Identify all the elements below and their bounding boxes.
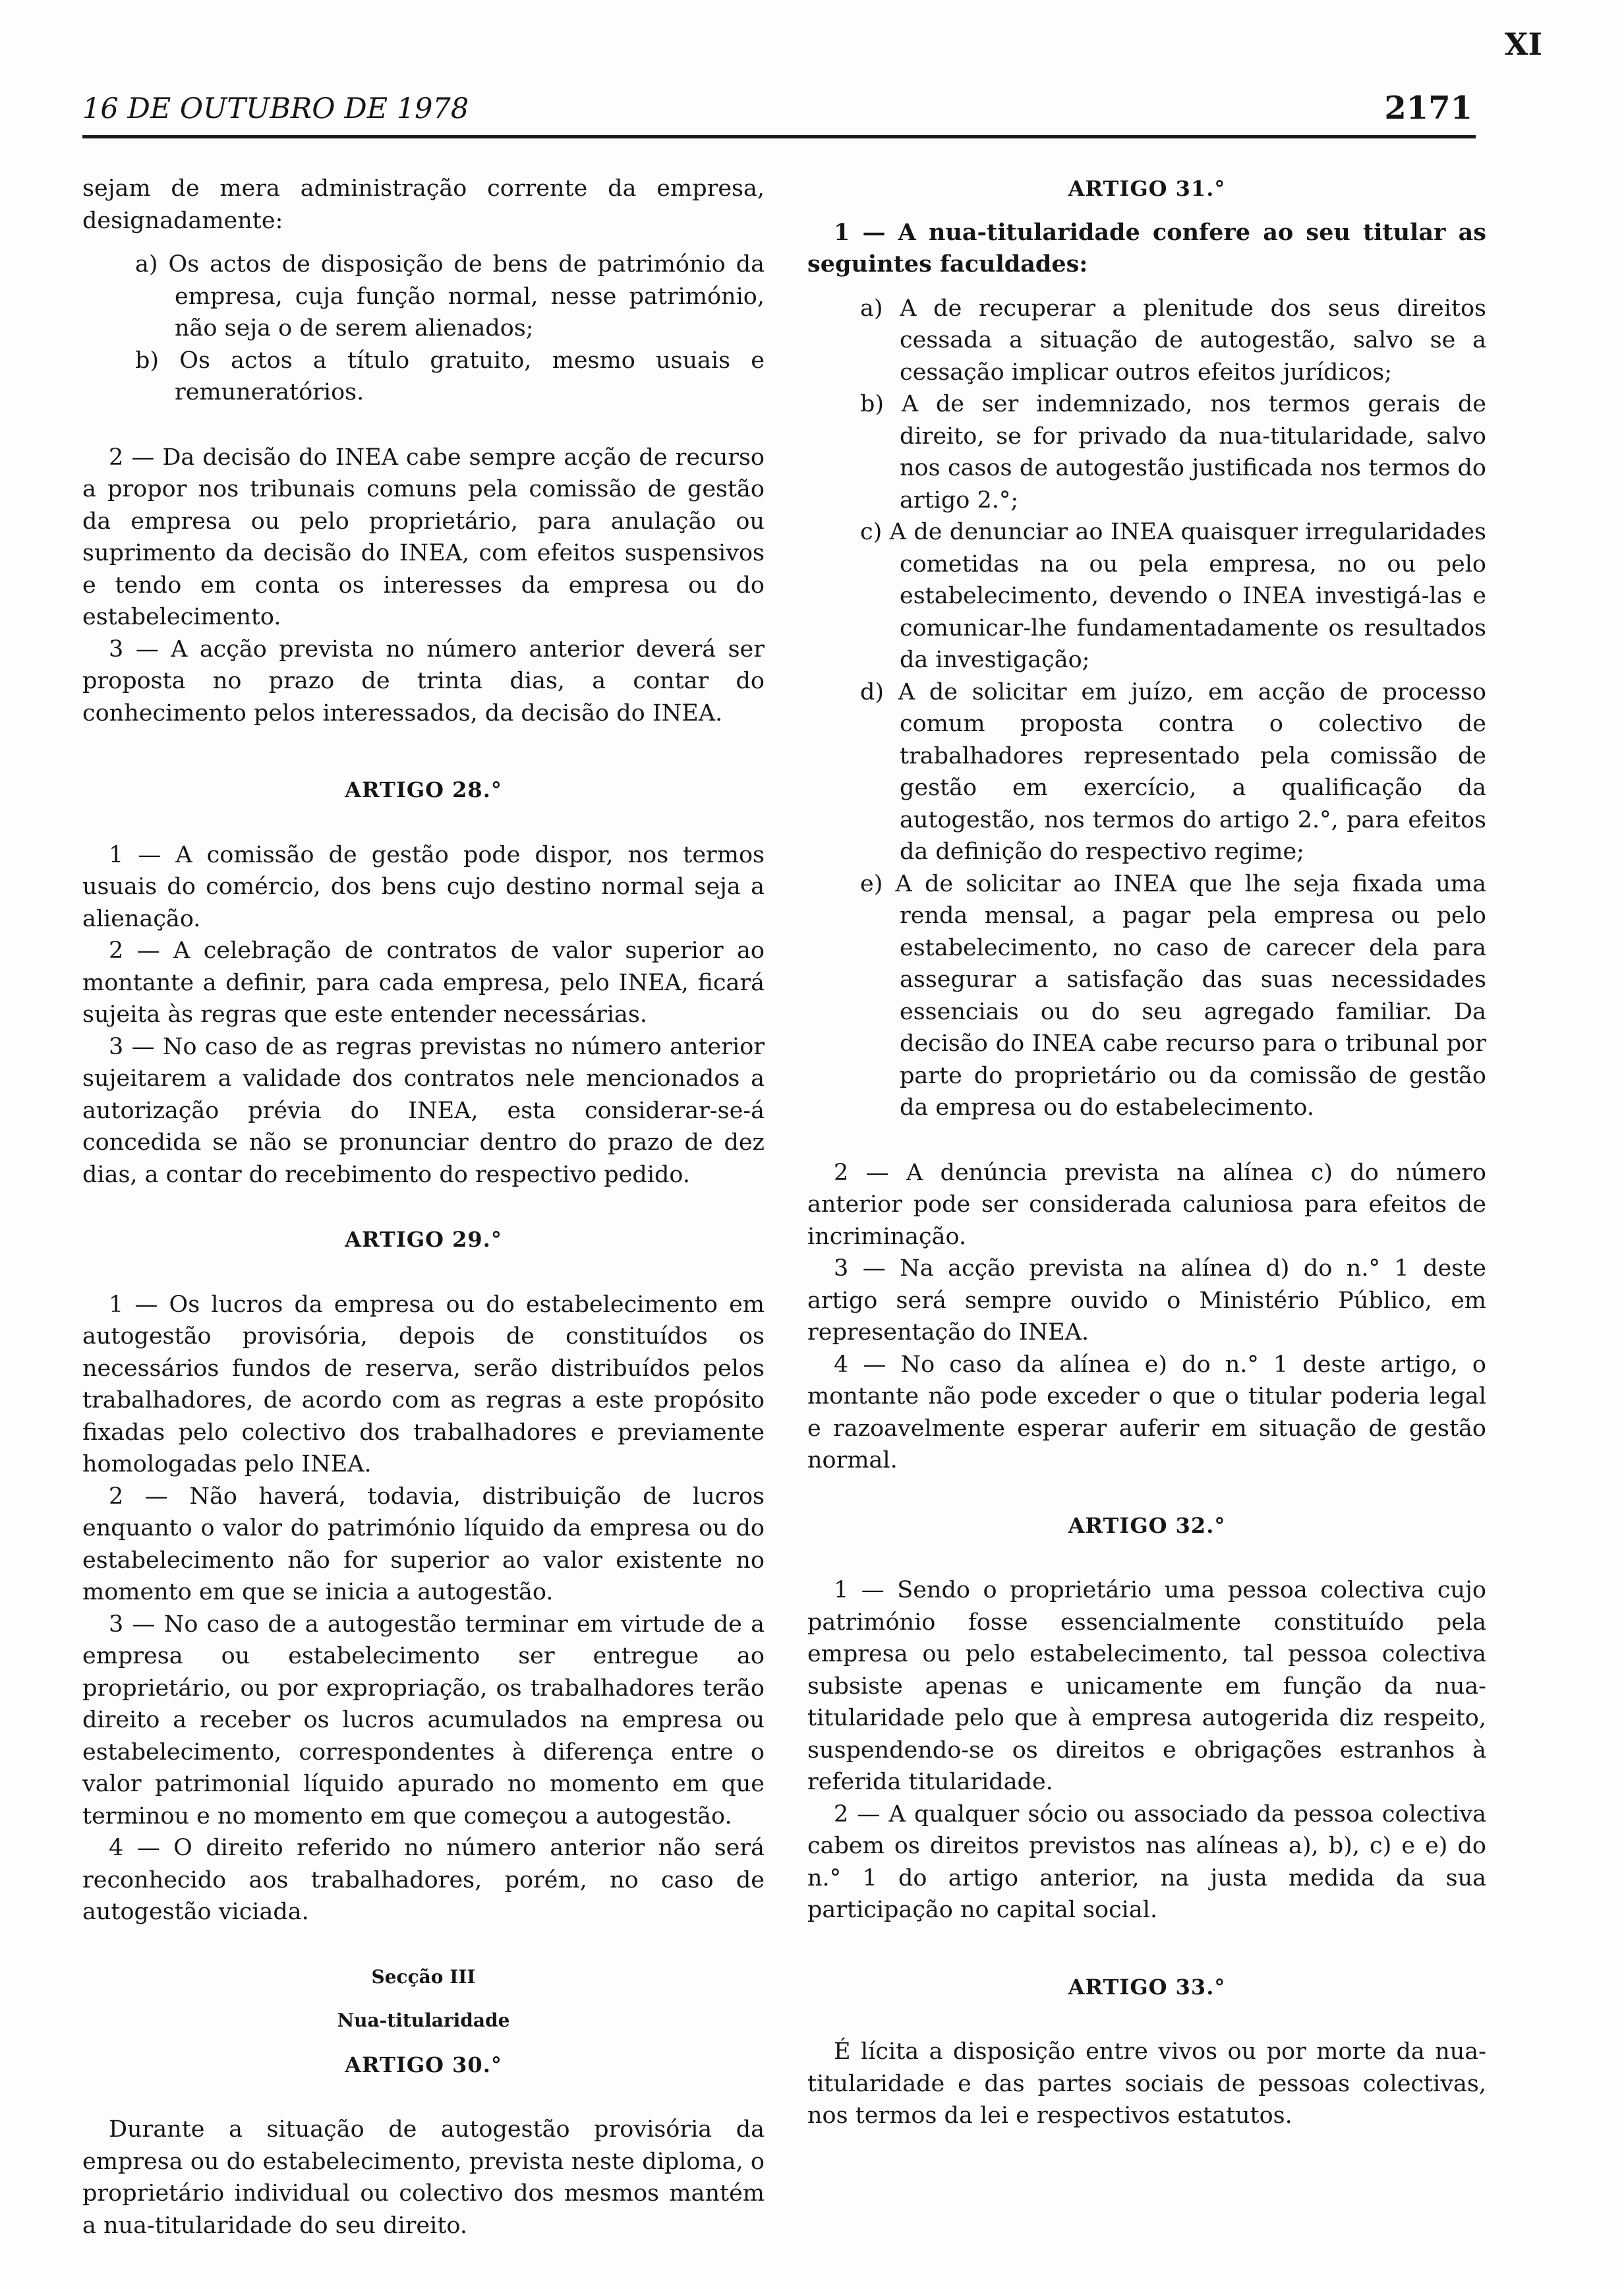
page-number: 2171 [1384, 90, 1472, 127]
article-31-para-4: 4 — No caso da alínea e) do n.° 1 deste artigo, o montante não pode exceder o que o titular poderia legal e razoavelmente esperar auferir em situação de gestão normal. [807, 1351, 1486, 1473]
header-date: 16 DE OUTUBRO DE 1978 [82, 92, 469, 125]
article-32-para-1: 1 — Sendo o proprietário uma pessoa colectiva cujo património fosse essencialmente constituído pela empresa ou pelo estabelecimento, tal pessoa colectiva subsiste apenas e unicamente em função da nua-titularidade pelo que à empresa autogerida diz respeito, suspendendo-se os direitos e obrigações estranhos à referida titularidade. [807, 1577, 1486, 1795]
article-28-para-2: 2 — A celebração de contratos de valor superior ao montante a definir, para cada empresa, pelo INEA, ficará sujeita às regras que este entender necessárias. [82, 937, 765, 1028]
article-31-item-c: c) A de denunciar ao INEA quaisquer irregularidades cometidas na ou pela empresa, no ou pelo estabelecimento, devendo o INEA investigá-las e comunicar-lhe fundamentadamente os resultados da investigação; [860, 519, 1486, 673]
right-column [807, 173, 1486, 2132]
article-28-para-1: 1 — A comissão de gestão pode dispor, nos termos usuais do comércio, dos bens cujo destino normal seja a alienação. [82, 841, 765, 932]
article-31-para-3: 3 — Na acção prevista na alínea d) do n.° 1 deste artigo será sempre ouvido o Ministério Público, em representação do INEA. [807, 1255, 1486, 1346]
article-30-heading: ARTIGO 30.° [345, 2052, 502, 2077]
article-31-item-a: a) A de recuperar a plenitude dos seus direitos cessada a situação de autogestão, salvo se a cessação implicar outros efeitos jurídicos; [860, 295, 1486, 386]
article-31-item-e: e) A de solicitar ao INEA que lhe seja fixada uma renda mensal, a pagar pela empresa ou pelo estabelecimento, no caso de carecer dela para assegurar a satisfação das suas necessidades essenciais ou do seu agregado familiar. Da decisão do INEA cabe recurso para o tribunal por parte do proprietário ou da comissão de gestão da empresa ou do estabelecimento. [860, 870, 1486, 1121]
article-31-heading: ARTIGO 31.° [1068, 176, 1226, 201]
article-31-item-b: b) A de ser indemnizado, nos termos gerais de direito, se for privado da nua-titularidade, salvo nos casos de autogestão justificada nos termos do artigo 2.°; [860, 391, 1486, 514]
article-29-para-3: 3 — No caso de a autogestão terminar em virtude de a empresa ou estabelecimento ser entregue ao proprietário, ou por expropriação, os trabalhadores terão direito a receber os lucros acumulados na empresa ou estabelecimento, correspondentes à diferença entre o valor patrimonial líquido apurado no momento em que terminou e no momento em que começou a autogestão. [82, 1611, 765, 1829]
article-31-intro: 1 — A nua-titularidade confere ao seu titular as seguintes faculdades: [807, 218, 1486, 278]
article-29-para-4: 4 — O direito referido no número anterior não será reconhecido aos trabalhadores, porém, no caso de autogestão viciada. [82, 1835, 765, 1925]
article-31-item-d: d) A de solicitar em juízo, em acção de processo comum proposta contra o colectivo de trabalhadores representado pela comissão de gestão em exercício, a qualificação da autogestão, nos termos do artigo 2.°, para efeitos da definição do respectivo regime; [860, 678, 1486, 865]
volume-mark: XI [1504, 26, 1542, 62]
list-item-a: a) Os actos de disposição de bens de património da empresa, cuja função normal, nesse património, não seja o de serem alienados; [135, 251, 765, 342]
article-31-para-2: 2 — A denúncia prevista na alínea c) do número anterior pode ser considerada caluniosa para efeitos de incriminação. [807, 1159, 1486, 1250]
section-subtitle: Nua-titularidade [337, 2009, 510, 2031]
section-title: Secção III [371, 1965, 476, 1988]
header-rule [82, 135, 1476, 138]
article-28-heading: ARTIGO 28.° [345, 777, 502, 802]
left-column [82, 173, 765, 2242]
article-28-para-3: 3 — No caso de as regras previstas no número anterior sujeitarem a validade dos contratos nele mencionados a autorização prévia do INEA, esta considerar-se-á concedida se não se pronunciar dentro do prazo de dez dias, a contar do recebimento do respectivo pedido. [82, 1033, 765, 1188]
article-30-text: Durante a situação de autogestão provisória da empresa ou do estabelecimento, prevista neste diploma, o proprietário individual ou colectivo dos mesmos mantém a nua-titularidade do seu direito. [82, 2116, 765, 2239]
list-item-b: b) Os actos a título gratuito, mesmo usuais e remuneratórios. [135, 347, 765, 405]
article-33-text: É lícita a disposição entre vivos ou por morte da nua-titularidade e das partes sociais de pessoas colectivas, nos termos da lei e respectivos estatutos. [807, 2038, 1486, 2129]
article-32-para-2: 2 — A qualquer sócio ou associado da pessoa colectiva cabem os direitos previstos nas alíneas a), b), c) e e) do n.° 1 do artigo anterior, na justa medida da sua participação no capital social. [807, 1800, 1486, 1923]
article-29-para-2: 2 — Não haverá, todavia, distribuição de lucros enquanto o valor do património líquido da empresa ou do estabelecimento não for superior ao valor existente no momento em que se inicia a autogestão. [82, 1483, 765, 1605]
article-33-heading: ARTIGO 33.° [1068, 1974, 1226, 2000]
paragraph-3: 3 — A acção prevista no número anterior deverá ser proposta no prazo de trinta dias, a contar do conhecimento pelos interessados, da decisão do INEA. [82, 636, 765, 727]
article-29-heading: ARTIGO 29.° [345, 1227, 502, 1252]
intro-paragraph: sejam de mera administração corrente da empresa, designadamente: [82, 175, 765, 234]
article-29-para-1: 1 — Os lucros da empresa ou do estabelecimento em autogestão provisória, depois de constituídos os necessários fundos de reserva, serão distribuídos pelos trabalhadores, de acordo com as regras a este propósito fixadas pelo colectivo dos trabalhadores e previamente homologadas pelo INEA. [82, 1291, 765, 1477]
paragraph-2: 2 — Da decisão do INEA cabe sempre acção de recurso a propor nos tribunais comuns pela comissão de gestão da empresa ou pelo proprietário, para anulação ou suprimento da decisão do INEA, com efeitos suspensivos e tendo em conta os interesses da empresa ou do estabelecimento. [82, 444, 765, 630]
article-32-heading: ARTIGO 32.° [1068, 1512, 1226, 1538]
